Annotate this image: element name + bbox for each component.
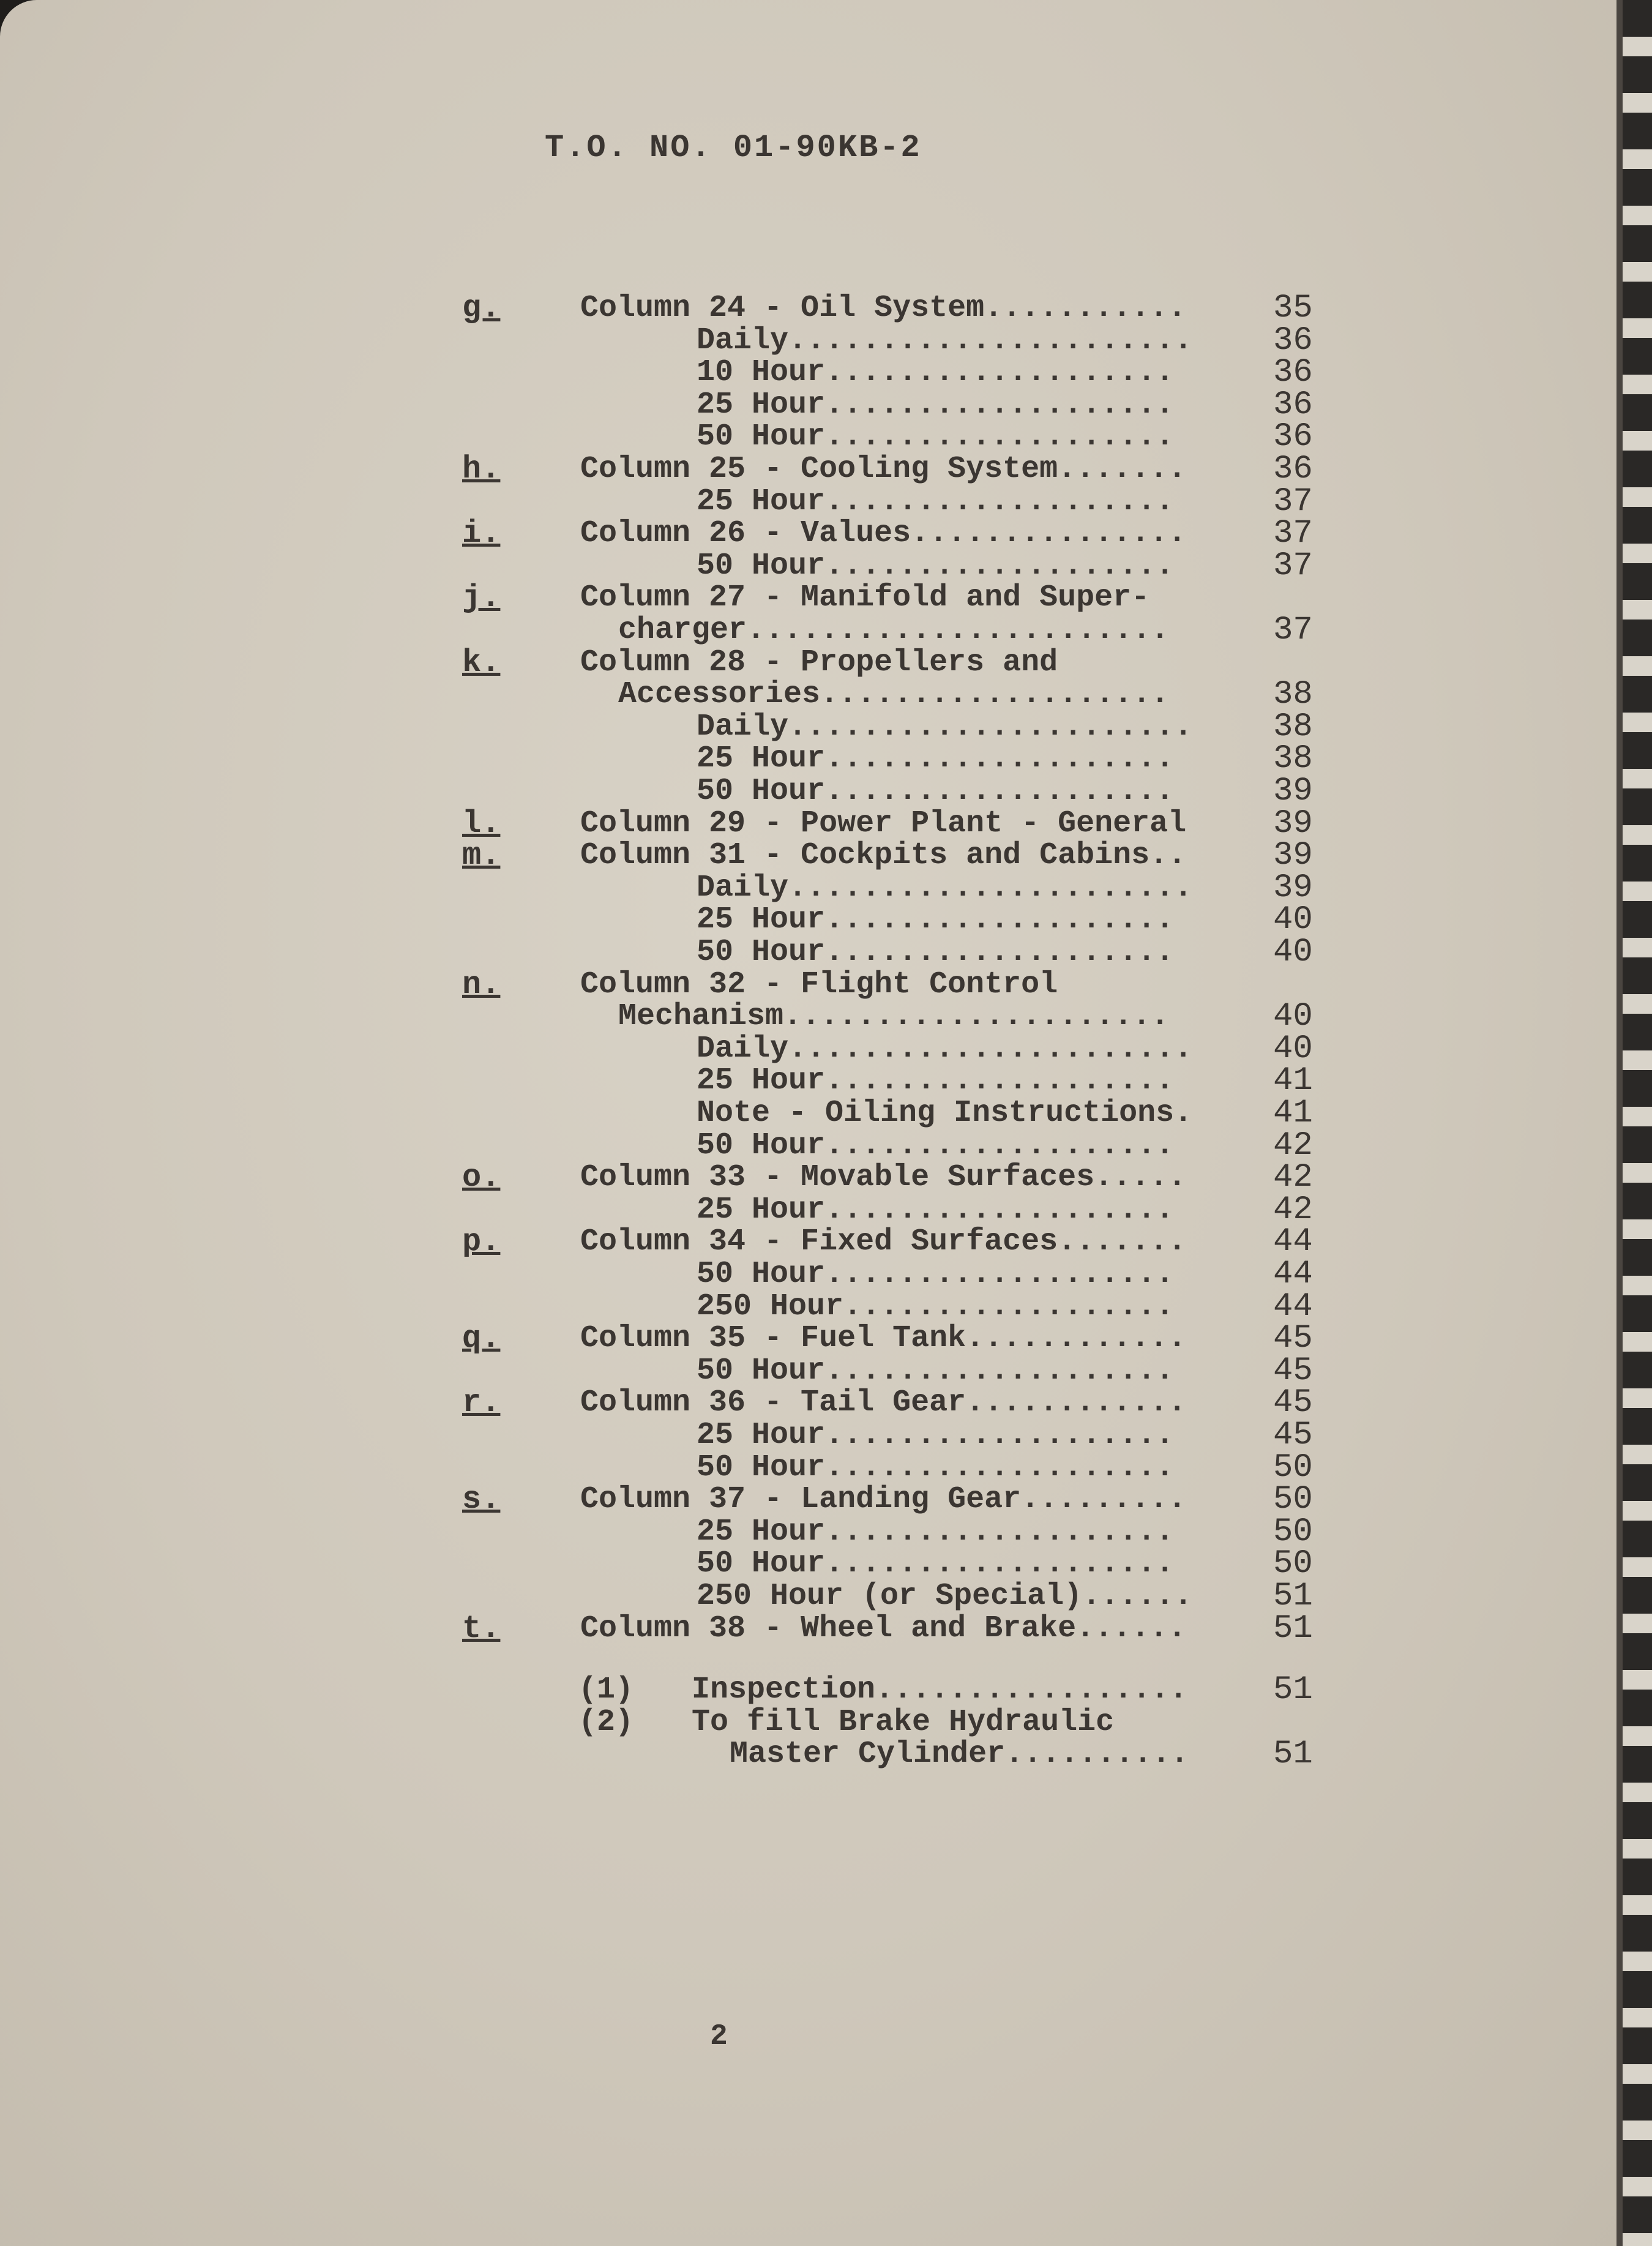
toc-entry bbox=[0, 1545, 1633, 1583]
toc-entry-text: 10 Hour................... bbox=[697, 355, 1175, 391]
toc-entry bbox=[0, 934, 1633, 971]
section-letter: i. bbox=[462, 515, 501, 552]
toc-entry bbox=[0, 869, 1633, 907]
toc-page-number: 42 bbox=[1273, 1159, 1313, 1197]
toc-entry-text: 25 Hour................... bbox=[697, 387, 1175, 422]
toc-entry-text: 50 Hour................... bbox=[697, 1546, 1175, 1582]
section-letter: k. bbox=[462, 644, 501, 681]
toc-entry bbox=[0, 1320, 1633, 1358]
toc-entry bbox=[0, 1223, 1633, 1261]
toc-page-number: 50 bbox=[1273, 1545, 1313, 1583]
toc-page-number: 40 bbox=[1273, 934, 1313, 971]
toc-page-number: 36 bbox=[1273, 451, 1313, 488]
toc-entry bbox=[0, 1030, 1633, 1068]
toc-page-number: 51 bbox=[1273, 1578, 1313, 1615]
toc-entry-text: 50 Hour................... bbox=[697, 419, 1175, 455]
toc-page-number: 38 bbox=[1273, 708, 1313, 746]
section-letter: s. bbox=[462, 1481, 501, 1518]
toc-page-number: 37 bbox=[1273, 515, 1313, 553]
toc-entry-text: 50 Hour................... bbox=[697, 548, 1175, 583]
toc-entry-text: Mechanism..................... bbox=[618, 999, 1170, 1035]
toc-entry-text: Accessories................... bbox=[618, 677, 1170, 713]
toc-entry bbox=[0, 1126, 1633, 1164]
toc-entry bbox=[0, 1578, 1633, 1615]
section-letter: j. bbox=[462, 580, 501, 616]
toc-page-number: 44 bbox=[1273, 1287, 1313, 1325]
toc-page-number: 37 bbox=[1273, 612, 1313, 649]
toc-entry bbox=[0, 644, 1633, 681]
toc-page-number: 44 bbox=[1273, 1256, 1313, 1293]
toc-page-number: 36 bbox=[1273, 321, 1313, 359]
section-letter: r. bbox=[462, 1385, 501, 1421]
toc-entry-text: 25 Hour................... bbox=[697, 1192, 1175, 1227]
toc-entry bbox=[0, 998, 1633, 1036]
subitem-text: Inspection................. bbox=[692, 1672, 1188, 1707]
section-letter: o. bbox=[462, 1159, 501, 1196]
toc-page-number: 37 bbox=[1273, 482, 1313, 520]
toc-page-number: 39 bbox=[1273, 869, 1313, 907]
toc-page-number: 51 bbox=[1273, 1609, 1313, 1647]
toc-entry bbox=[0, 515, 1633, 553]
toc-entry-text: Note - Oiling Instructions. bbox=[697, 1096, 1193, 1131]
toc-page-number: 38 bbox=[1273, 676, 1313, 714]
toc-entry-text: 250 Hour (or Special)...... bbox=[697, 1579, 1193, 1614]
toc-entry bbox=[0, 708, 1633, 746]
toc-subitem bbox=[0, 1735, 1633, 1773]
page-number: 2 bbox=[710, 2020, 728, 2053]
section-letter: n. bbox=[462, 966, 501, 1003]
toc-entry bbox=[0, 451, 1633, 488]
toc-entry bbox=[0, 1481, 1633, 1519]
toc-entry-text: Column 27 - Manifold and Super- bbox=[580, 580, 1150, 616]
toc-entry-text: Column 37 - Landing Gear......... bbox=[580, 1482, 1187, 1518]
toc-entry bbox=[0, 773, 1633, 810]
section-letter: h. bbox=[462, 451, 501, 487]
toc-entry bbox=[0, 966, 1633, 1003]
toc-page-number: 37 bbox=[1273, 547, 1313, 585]
toc-entry-text: Column 28 - Propellers and bbox=[580, 645, 1058, 680]
toc-page-number: 40 bbox=[1273, 1030, 1313, 1068]
toc-page-number: 50 bbox=[1273, 1481, 1313, 1519]
toc-entry-text: 25 Hour................... bbox=[697, 1418, 1175, 1453]
toc-entry-text: Column 33 - Movable Surfaces..... bbox=[580, 1160, 1187, 1196]
toc-entry bbox=[0, 1513, 1633, 1551]
subitem-text: To fill Brake Hydraulic bbox=[692, 1704, 1115, 1740]
toc-entry bbox=[0, 804, 1633, 842]
section-letter: p. bbox=[462, 1224, 501, 1260]
toc-entry-text: Daily...................... bbox=[697, 709, 1193, 744]
toc-entry-text: Column 36 - Tail Gear............ bbox=[580, 1385, 1187, 1421]
toc-entry bbox=[0, 1352, 1633, 1390]
toc-page-number: 38 bbox=[1273, 740, 1313, 778]
toc-page-number: 45 bbox=[1273, 1417, 1313, 1454]
toc-entry-text: 250 Hour.................. bbox=[697, 1289, 1175, 1324]
toc-entry bbox=[0, 1384, 1633, 1422]
toc-entry bbox=[0, 354, 1633, 392]
toc-entry bbox=[0, 1191, 1633, 1229]
toc-page-number: 42 bbox=[1273, 1191, 1313, 1229]
toc-entry bbox=[0, 901, 1633, 939]
toc-page-number: 40 bbox=[1273, 901, 1313, 939]
toc-entry bbox=[0, 740, 1633, 778]
toc-entry-text: 25 Hour................... bbox=[697, 902, 1175, 938]
toc-entry-text: Daily...................... bbox=[697, 1031, 1193, 1066]
toc-entry-text: 25 Hour................... bbox=[697, 1063, 1175, 1099]
toc-page-number: 45 bbox=[1273, 1352, 1313, 1390]
toc-page-number: 42 bbox=[1273, 1126, 1313, 1164]
toc-page-number: 41 bbox=[1273, 1095, 1313, 1132]
section-letter: g. bbox=[462, 290, 501, 326]
toc-page-number: 44 bbox=[1273, 1223, 1313, 1261]
section-letter: m. bbox=[462, 837, 501, 874]
toc-entry bbox=[0, 612, 1633, 649]
toc-entry-text: 50 Hour................... bbox=[697, 1257, 1175, 1292]
toc-entry bbox=[0, 386, 1633, 424]
toc-entry bbox=[0, 290, 1633, 327]
section-letter: q. bbox=[462, 1320, 501, 1357]
toc-entry-text: 50 Hour................... bbox=[697, 774, 1175, 809]
toc-entry-text: 50 Hour................... bbox=[697, 1128, 1175, 1163]
toc-entry bbox=[0, 582, 1633, 614]
toc-entry bbox=[0, 1256, 1633, 1293]
toc-page-number: 50 bbox=[1273, 1513, 1313, 1551]
toc-entry bbox=[0, 676, 1633, 714]
toc-entry-text: 25 Hour................... bbox=[697, 1514, 1175, 1549]
toc-entry bbox=[0, 1287, 1633, 1325]
toc-page-number: 45 bbox=[1273, 1320, 1313, 1358]
toc-page-number: 45 bbox=[1273, 1384, 1313, 1422]
toc-entry-text: Column 24 - Oil System........... bbox=[580, 291, 1187, 326]
toc-entry bbox=[0, 1417, 1633, 1454]
toc-entry bbox=[0, 1095, 1633, 1132]
toc-entry-text: charger....................... bbox=[618, 613, 1170, 648]
toc-entry-text: Column 31 - Cockpits and Cabins.. bbox=[580, 838, 1187, 874]
toc-subitem bbox=[0, 1671, 1633, 1709]
subitem-page-number: 51 bbox=[1273, 1735, 1313, 1773]
subitem-number: (1) bbox=[578, 1672, 634, 1707]
toc-entry-text: Daily...................... bbox=[697, 323, 1193, 358]
toc-entry-text: 50 Hour................... bbox=[697, 1353, 1175, 1388]
toc-entry-text: Column 26 - Values............... bbox=[580, 516, 1187, 552]
toc-page-number: 36 bbox=[1273, 354, 1313, 392]
toc-entry-text: Column 29 - Power Plant - General bbox=[580, 806, 1187, 841]
toc-entry-text: 25 Hour................... bbox=[697, 484, 1175, 519]
toc-entry-text: 25 Hour................... bbox=[697, 741, 1175, 777]
toc-page-number: 50 bbox=[1273, 1448, 1313, 1486]
toc-entry bbox=[0, 547, 1633, 585]
toc-page-number: 41 bbox=[1273, 1062, 1313, 1100]
toc-page-number: 35 bbox=[1273, 290, 1313, 327]
toc-subitem bbox=[0, 1704, 1633, 1740]
spiral-binding bbox=[1623, 0, 1652, 2246]
toc-page-number: 39 bbox=[1273, 773, 1313, 810]
subitem-text: Master Cylinder.......... bbox=[730, 1737, 1189, 1772]
section-letter: t. bbox=[462, 1610, 501, 1647]
toc-entry-text: 50 Hour................... bbox=[697, 1450, 1175, 1485]
toc-page-number: 40 bbox=[1273, 998, 1313, 1036]
section-letter: l. bbox=[462, 805, 501, 842]
document-number: T.O. NO. 01-90KB-2 bbox=[545, 130, 922, 166]
toc-entry-text: Column 32 - Flight Control bbox=[580, 967, 1058, 1002]
toc-entry-text: Column 35 - Fuel Tank............ bbox=[580, 1321, 1187, 1357]
toc-page-number: 36 bbox=[1273, 418, 1313, 456]
toc-entry bbox=[0, 837, 1633, 875]
toc-entry bbox=[0, 1448, 1633, 1486]
toc-entry bbox=[0, 482, 1633, 520]
toc-entry-text: Column 25 - Cooling System....... bbox=[580, 452, 1187, 487]
toc-page-number: 36 bbox=[1273, 386, 1313, 424]
toc-entry-text: 50 Hour................... bbox=[697, 935, 1175, 970]
toc-entry bbox=[0, 418, 1633, 456]
toc-entry bbox=[0, 1609, 1633, 1647]
subitem-number: (2) bbox=[578, 1704, 634, 1740]
toc-entry bbox=[0, 1159, 1633, 1197]
binding-edge bbox=[1616, 0, 1623, 2246]
toc-page-number: 39 bbox=[1273, 837, 1313, 875]
subitem-page-number: 51 bbox=[1273, 1671, 1313, 1709]
toc-entry-text: Daily...................... bbox=[697, 870, 1193, 905]
toc-entry bbox=[0, 1062, 1633, 1100]
toc-page-number: 39 bbox=[1273, 804, 1313, 842]
toc-entry-text: Column 34 - Fixed Surfaces....... bbox=[580, 1224, 1187, 1260]
toc-entry bbox=[0, 321, 1633, 359]
toc-entry-text: Column 38 - Wheel and Brake...... bbox=[580, 1611, 1187, 1646]
